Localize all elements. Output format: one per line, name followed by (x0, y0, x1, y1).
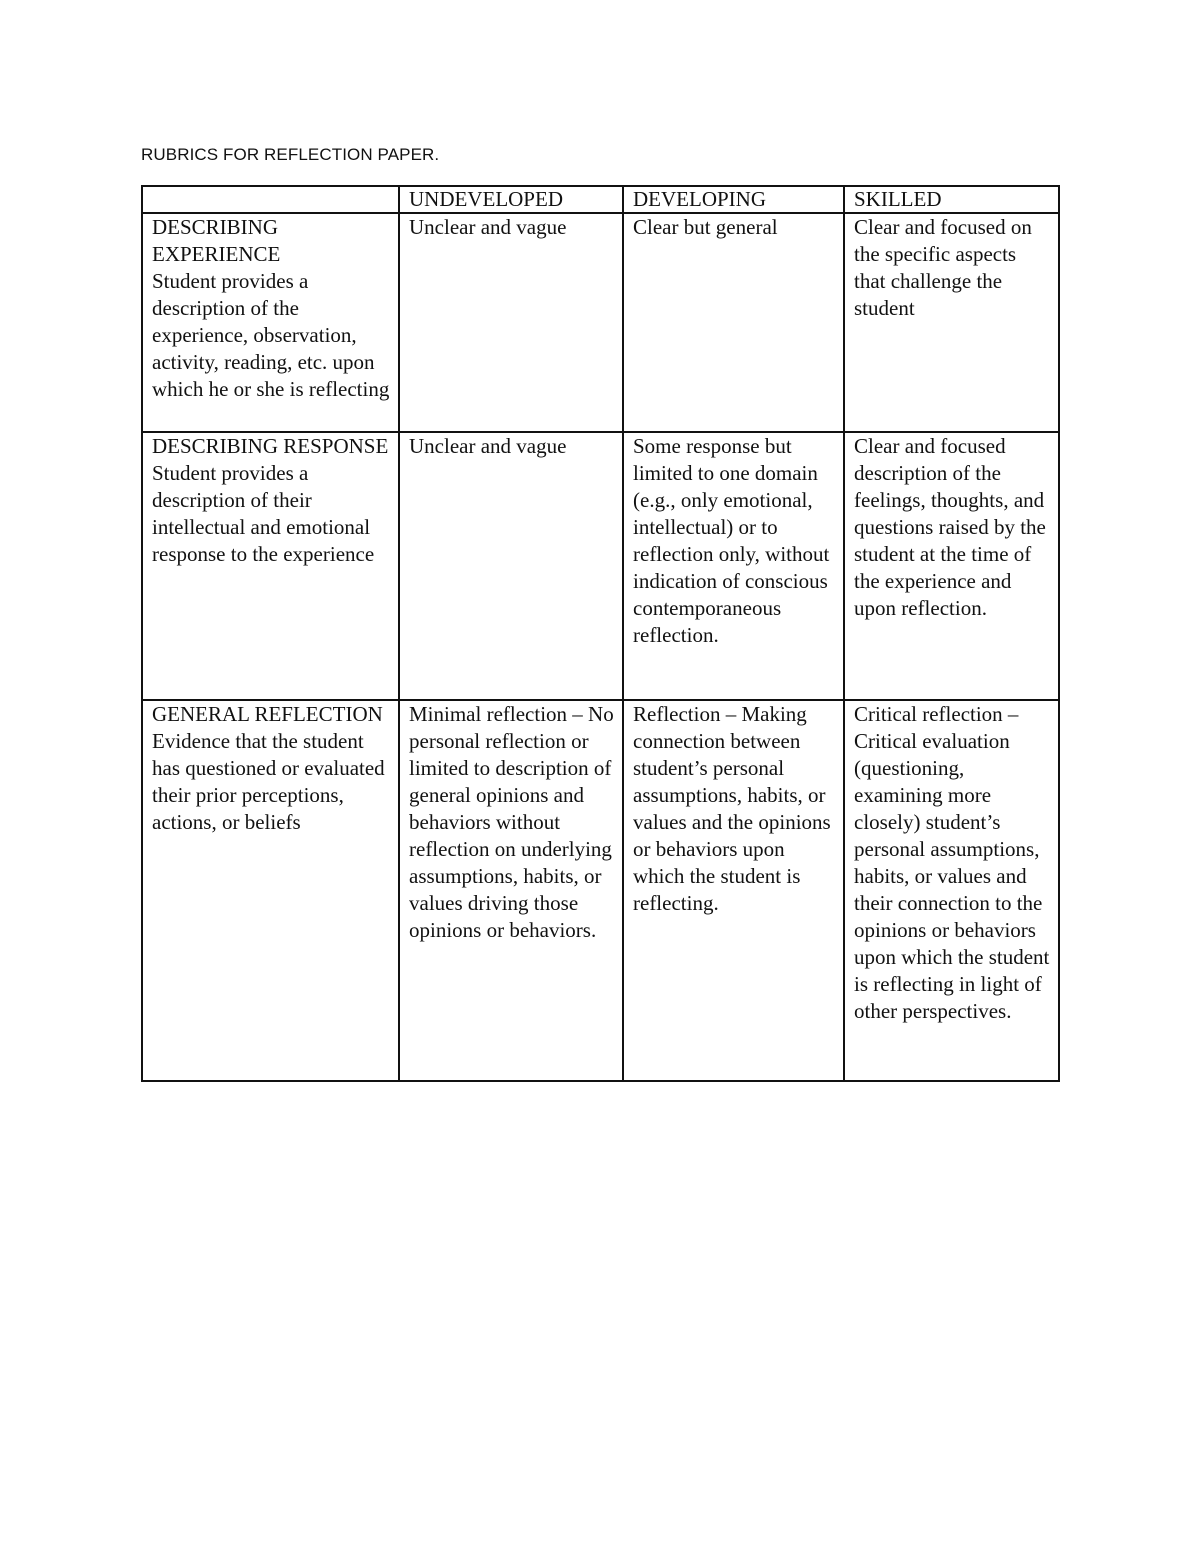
document-title: RUBRICS FOR REFLECTION PAPER. (141, 145, 440, 164)
skilled-cell: Critical reflection – Critical evaluation (questioning, examining more closely) student’s personal assumptions, habits, or values and their connection to the opinions or behaviors upon which the student is reflecting in light of other perspectives. (844, 700, 1059, 1081)
criterion-name: DESCRIBING RESPONSE (152, 434, 389, 458)
table-row-describing-experience (142, 213, 1059, 432)
undeveloped-cell: Minimal reflection – No personal reflection or limited to description of general opinions and behaviors without reflection on underlying assumptions, habits, or values driving those opinions or behaviors. (399, 700, 623, 1081)
criterion-description: Evidence that the student has questioned or evaluated their prior perceptions, actions, or beliefs (152, 729, 385, 834)
developing-cell: Clear but general (623, 213, 844, 432)
developing-cell: Reflection – Making connection between student’s personal assumptions, habits, or values and the opinions or behaviors upon which the student is reflecting. (623, 700, 844, 1081)
header-undeveloped: UNDEVELOPED (399, 186, 623, 213)
table-row-general-reflection (142, 700, 1059, 1081)
header-criterion (142, 186, 399, 213)
header-developing: DEVELOPING (623, 186, 844, 213)
table-row-describing-response (142, 432, 1059, 700)
criterion-name: DESCRIBING EXPERIENCE (152, 215, 281, 266)
criterion-name: GENERAL REFLECTION (152, 702, 383, 726)
criterion-description: Student provides a description of their intellectual and emotional response to the experience (152, 461, 375, 566)
skilled-cell: Clear and focused description of the feelings, thoughts, and questions raised by the student at the time of the experience and upon reflection. (844, 432, 1059, 700)
skilled-cell: Clear and focused on the specific aspects that challenge the student (844, 213, 1059, 432)
table-header-row (142, 186, 1059, 213)
criterion-description: Student provides a description of the experience, observation, activity, reading, etc. upon which he or she is reflecting (152, 269, 390, 401)
criterion-cell (142, 700, 399, 1081)
undeveloped-cell: Unclear and vague (399, 432, 623, 700)
undeveloped-cell: Unclear and vague (399, 213, 623, 432)
developing-cell: Some response but limited to one domain (e.g., only emotional, intellectual) or to reflection only, without indication of conscious contemporaneous reflection. (623, 432, 844, 700)
header-skilled: SKILLED (844, 186, 1059, 213)
criterion-cell (142, 213, 399, 432)
rubric-table (141, 185, 1060, 1082)
criterion-cell (142, 432, 399, 700)
